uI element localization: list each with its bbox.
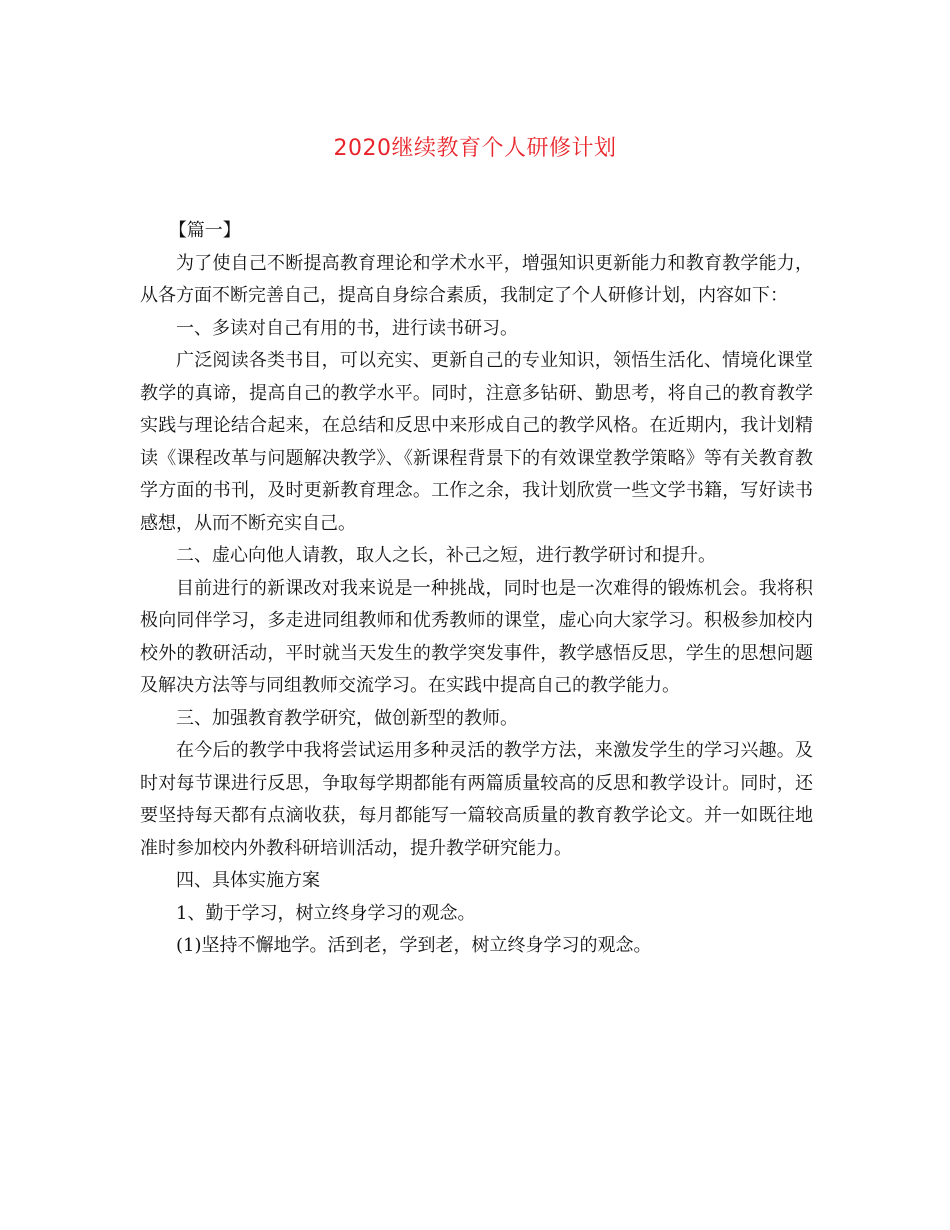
paragraph-reading: 广泛阅读各类书目，可以充实、更新自己的专业知识，领悟生活化、情境化课堂教学的真谛，提高自己的教学水平。同时，注意多钻研、勤思考，将自己的教育教学实践与理论结合起来，在总结和反思中来形成自己的教学风格。在近期内，我计划精读《课程改革与问题解决教学》、《新课程背景下的有效课堂教学策略》等有关教育教学方面的书刊，及时更新教育理念。工作之余，我计划欣赏一些文学书籍，写好读书感想，从而不断充实自己。 (140, 350, 813, 534)
heading-research: 三、加强教育教学研究，做创新型的教师。 (176, 707, 518, 729)
paragraph-research: 在今后的教学中我将尝试运用多种灵活的教学方法，来激发学生的学习兴趣。及时对每节课进行反思，争取每学期都能有两篇质量较高的反思和教学设计。同时，还要坚持每天都有点滴收获，每月都能写一篇较高质量的教育教学论文。并一如既往地准时参加校内外教科研培训活动，提升教学研究能力。 (140, 740, 813, 859)
plan-subitem-1: (1)坚持不懈地学。活到老，学到老，树立终身学习的观念。 (176, 935, 652, 956)
section-label: 【篇一】 (168, 220, 241, 241)
heading-consult: 二、虚心向他人请教，取人之长，补己之短，进行教学研讨和提升。 (176, 545, 716, 566)
heading-plan: 四、具体实施方案 (176, 870, 320, 891)
paragraph-consult: 目前进行的新课改对我来说是一种挑战，同时也是一次难得的锻炼机会。我将积极向同伴学习，多走进同组教师和优秀教师的课堂，虚心向大家学习。积极参加校内校外的教研活动，平时就当天发生的教学突发事件，教学感悟反思，学生的思想问题及解决方法等与同组教师交流学习。在实践中提高自己的教学能力。 (140, 577, 813, 696)
document-body (140, 215, 813, 963)
heading-reading: 一、多读对自己有用的书，进行读书研习。 (176, 317, 518, 339)
paragraph-intro: 为了使自己不断提高教育理论和学术水平，增强知识更新能力和教育教学能力，从各方面不断完善自己，提高自身综合素质，我制定了个人研修计划，内容如下： (140, 252, 813, 306)
plan-item-1: 1、勤于学习，树立终身学习的观念。 (176, 902, 476, 924)
document-title: 2020继续教育个人研修计划 (333, 136, 617, 161)
